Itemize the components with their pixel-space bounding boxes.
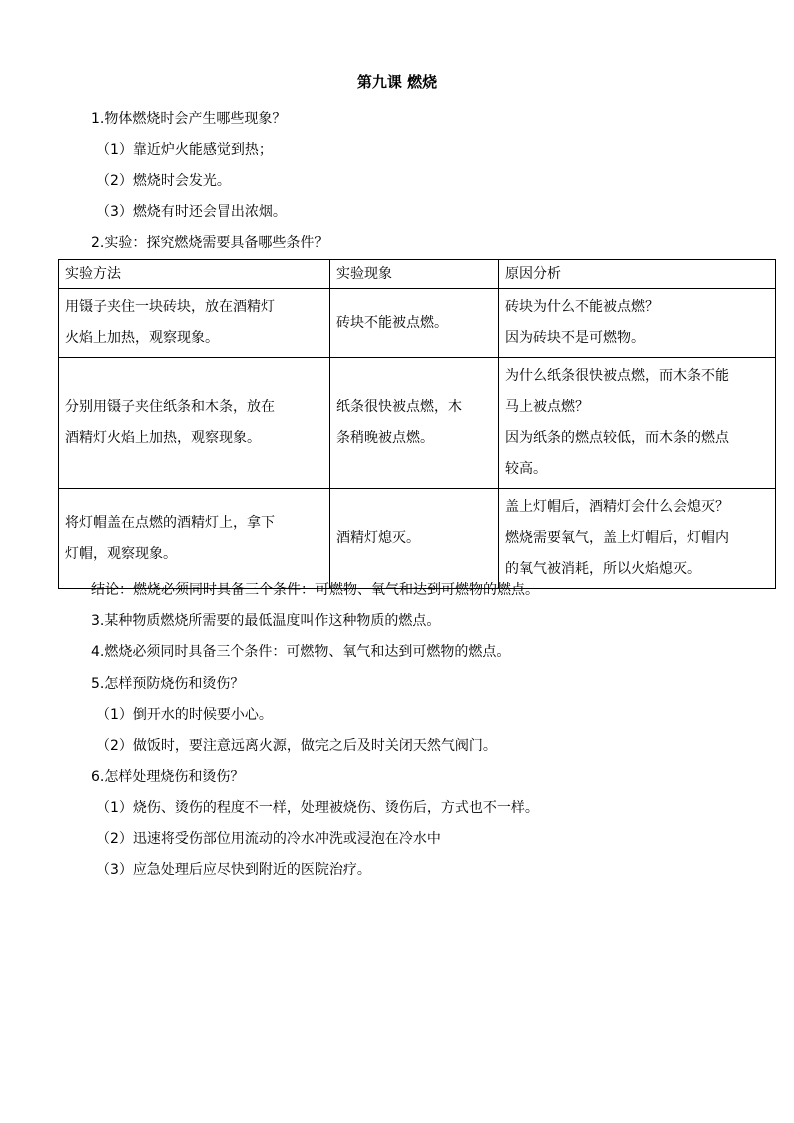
answer-6-3: （3）应急处理后应尽快到附近的医院治疗。 [96,862,371,878]
conclusion: 结论：燃烧必须同时具备三个条件：可燃物、氧气和达到可燃物的燃点。 [91,582,539,598]
statement-4: 4.燃烧必须同时具备三个条件：可燃物、氧气和达到可燃物的燃点。 [91,644,511,660]
question-2: 2.实验：探究燃烧需要具备哪些条件？ [91,235,329,251]
statement-3: 3.某种物质燃烧所需要的最低温度叫作这种物质的燃点。 [91,613,441,629]
cell-line: 酒精灯熄灭。 [336,530,420,546]
cell-phenomenon [330,489,499,589]
cell-method [59,489,330,589]
cell-line: 马上被点燃？ [505,399,589,415]
cell-analysis [499,358,776,489]
cell-line: 分别用镊子夹住纸条和木条，放在 [65,399,275,415]
table-header-row [59,260,776,289]
cell-analysis [499,489,776,589]
answer-1-1: （1）靠近炉火能感觉到热； [96,142,273,158]
cell-line: 酒精灯火焰上加热，观察现象。 [65,430,261,446]
cell-line: 为什么纸条很快被点燃，而木条不能 [505,368,729,384]
cell-line: 盖上灯帽后，酒精灯会什么会熄灭？ [505,499,729,515]
answer-1-2: （2）燃烧时会发光。 [96,173,231,189]
question-5: 5.怎样预防烧伤和烫伤？ [91,676,245,692]
cell-line: 条稍晚被点燃。 [336,430,434,446]
cell-analysis [499,289,776,358]
cell-line: 燃烧需要氧气，盖上灯帽后，灯帽内 [505,530,729,546]
header-phenomenon: 实验现象 [330,260,499,289]
cell-method [59,289,330,358]
answer-6-1: （1）烧伤、烫伤的程度不一样，处理被烧伤、烫伤后，方式也不一样。 [96,800,539,816]
answer-5-1: （1）倒开水的时候要小心。 [96,707,273,723]
cell-line: 纸条很快被点燃，木 [336,399,462,415]
question-1: 1.物体燃烧时会产生哪些现象？ [91,111,287,127]
cell-line: 因为纸条的燃点较低，而木条的燃点 [505,430,729,446]
cell-line: 将灯帽盖在点燃的酒精灯上，拿下 [65,514,275,531]
table-row [59,358,776,489]
answer-1-3: （3）燃烧有时还会冒出浓烟。 [96,204,287,220]
header-method: 实验方法 [59,260,330,289]
cell-line: 较高。 [505,461,547,477]
cell-line: 的氧气被消耗，所以火焰熄灭。 [505,561,701,577]
cell-line: 用镊子夹住一块砖块，放在酒精灯 [65,299,275,315]
lesson-title: 第九课 燃烧 [356,73,438,91]
cell-phenomenon [330,289,499,358]
cell-line: 砖块不能被点燃。 [336,314,448,331]
cell-phenomenon [330,358,499,489]
cell-line: 砖块为什么不能被点燃？ [505,299,659,315]
question-6: 6.怎样处理烧伤和烫伤？ [91,769,245,785]
answer-6-2: （2）迅速将受伤部位用流动的冷水冲洗或浸泡在冷水中 [96,831,441,847]
table-row [59,289,776,358]
cell-line: 火焰上加热，观察现象。 [65,330,219,346]
cell-method [59,358,330,489]
answer-5-2: （2）做饭时，要注意远离火源，做完之后及时关闭天然气阀门。 [96,738,497,754]
table-row [59,489,776,589]
cell-line: 因为砖块不是可燃物。 [505,330,645,346]
header-analysis: 原因分析 [499,260,776,289]
cell-line: 灯帽，观察现象。 [65,545,177,562]
experiment-table [58,259,776,589]
